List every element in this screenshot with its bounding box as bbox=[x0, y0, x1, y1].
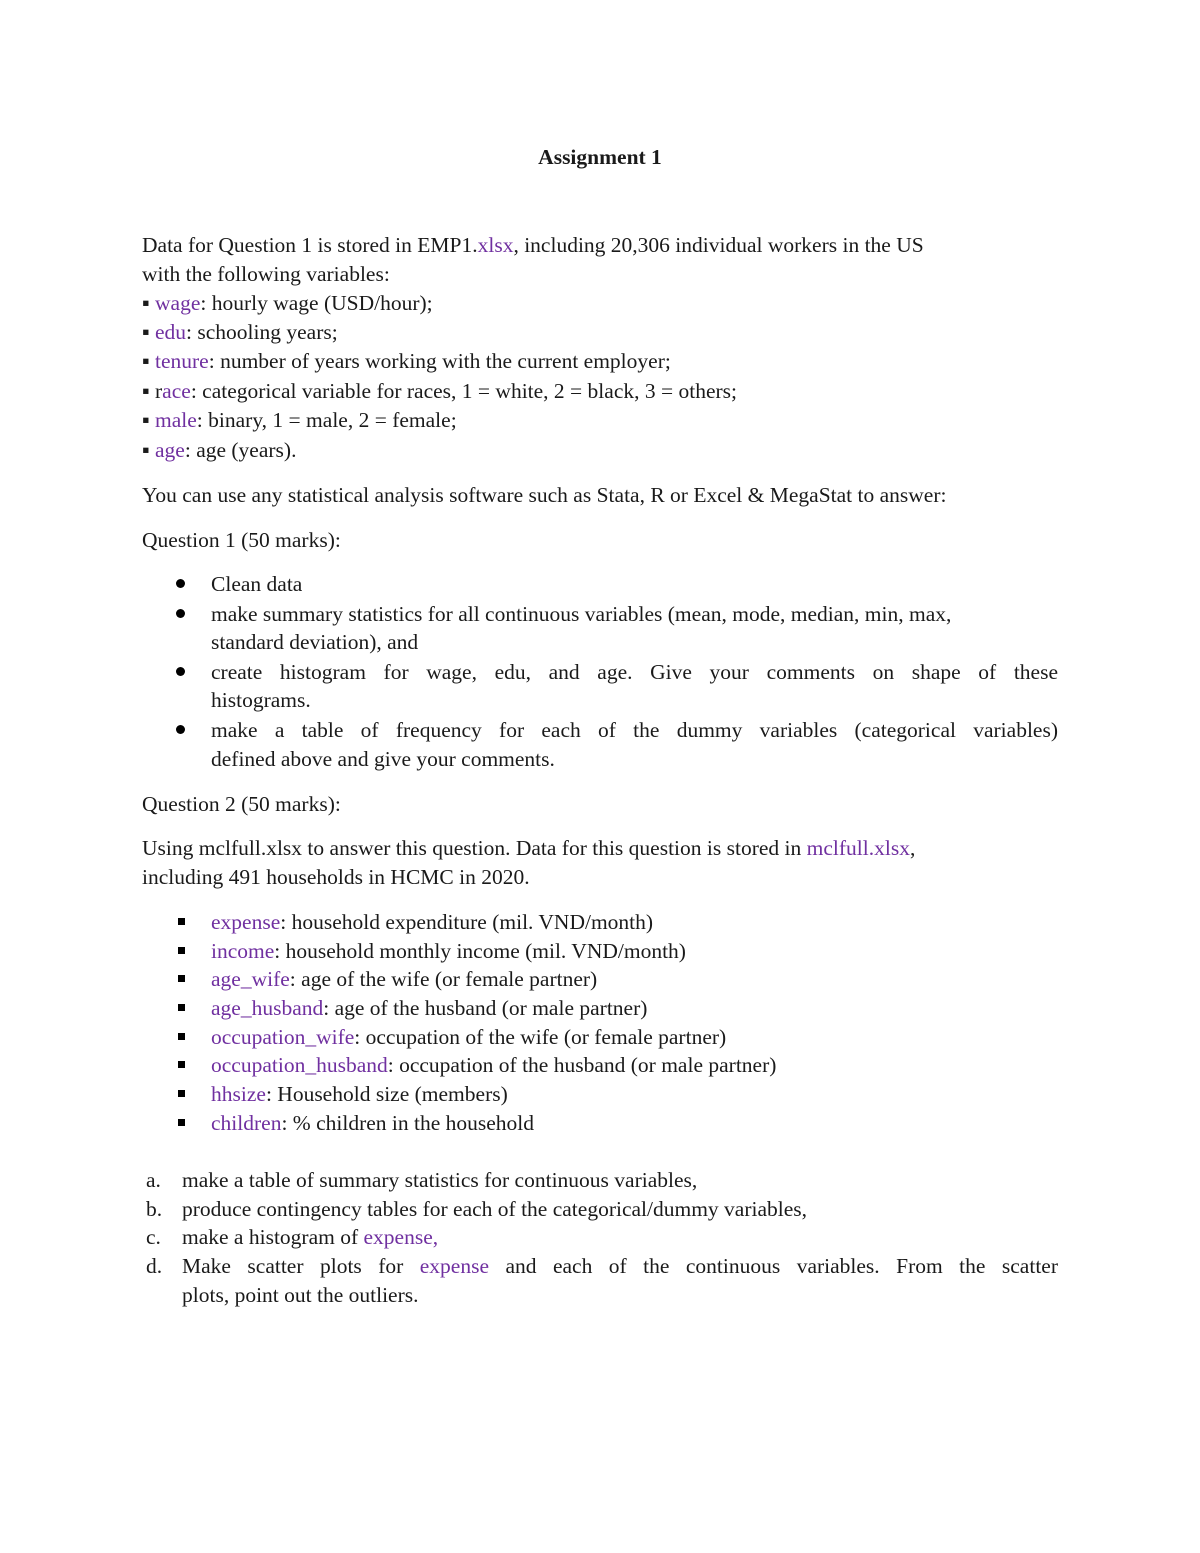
variable-item: ▪ age: age (years). bbox=[142, 438, 297, 462]
list-item-cont: standard deviation), and bbox=[211, 630, 419, 654]
list-item: make a table of frequency for each of the dummy variables (categorical variables) bbox=[211, 718, 1058, 742]
variable-item: age_husband: age of the husband (or male partner) bbox=[211, 996, 648, 1020]
file-extension: xlsx bbox=[477, 233, 514, 257]
list-item-cont: histograms. bbox=[211, 688, 311, 712]
q2-intro-line-2: including 491 households in HCMC in 2020. bbox=[142, 865, 530, 889]
task-letter: d. bbox=[146, 1254, 163, 1278]
task-letter: a. bbox=[146, 1168, 161, 1192]
file-name: mclfull.xlsx bbox=[806, 836, 910, 860]
square-bullet-icon bbox=[178, 1090, 185, 1097]
variable-item: occupation_wife: occupation of the wife (or female partner) bbox=[211, 1025, 727, 1049]
variable-item: occupation_husband: occupation of the husband (or male partner) bbox=[211, 1053, 777, 1077]
variable-item: ▪ tenure: number of years working with the current employer; bbox=[142, 349, 671, 373]
list-item: Clean data bbox=[211, 572, 303, 596]
intro-line-2: with the following variables: bbox=[142, 262, 390, 286]
list-item: create histogram for wage, edu, and age. Give your comments on shape of these bbox=[211, 660, 1058, 684]
q2-intro-line-1: Using mclfull.xlsx to answer this question. Data for this question is stored in mclfull.xlsx, bbox=[142, 836, 916, 860]
variable-item: ▪ wage: hourly wage (USD/hour); bbox=[142, 291, 433, 315]
task-item-cont: plots, point out the outliers. bbox=[182, 1283, 419, 1307]
task-letter: c. bbox=[146, 1225, 161, 1249]
task-letter: b. bbox=[146, 1197, 163, 1221]
bullet-icon bbox=[176, 725, 185, 734]
square-bullet-icon bbox=[178, 1004, 185, 1011]
bullet-icon bbox=[176, 667, 185, 676]
square-bullet-icon bbox=[178, 918, 185, 925]
variable-item: income: household monthly income (mil. VND/month) bbox=[211, 939, 686, 963]
variable-item: expense: household expenditure (mil. VND/month) bbox=[211, 910, 654, 934]
bullet-icon bbox=[176, 579, 185, 588]
variable-item: children: % children in the household bbox=[211, 1111, 535, 1135]
square-bullet-icon bbox=[178, 1119, 185, 1126]
variable-item: ▪ edu: schooling years; bbox=[142, 320, 338, 344]
question-2-heading: Question 2 (50 marks): bbox=[142, 792, 341, 816]
task-item: produce contingency tables for each of the categorical/dummy variables, bbox=[182, 1197, 808, 1221]
square-bullet-icon bbox=[178, 947, 185, 954]
square-bullet-icon bbox=[178, 1061, 185, 1068]
list-item-cont: defined above and give your comments. bbox=[211, 747, 555, 771]
task-item: Make scatter plots for expense and each of the continuous variables. From the scatter bbox=[182, 1254, 1059, 1278]
variable-item: ▪ male: binary, 1 = male, 2 = female; bbox=[142, 408, 457, 432]
variable-item: hhsize: Household size (members) bbox=[211, 1082, 508, 1106]
variable-item: ▪ race: categorical variable for races, 1 = white, 2 = black, 3 = others; bbox=[142, 379, 738, 403]
intro-line-1: Data for Question 1 is stored in EMP1.xlsx, including 20,306 individual workers in the US bbox=[142, 233, 924, 257]
question-1-heading: Question 1 (50 marks): bbox=[142, 528, 341, 552]
list-item: make summary statistics for all continuous variables (mean, mode, median, min, max, bbox=[211, 602, 952, 626]
software-note: You can use any statistical analysis software such as Stata, R or Excel & MegaStat to answer: bbox=[142, 483, 947, 507]
variable-item: age_wife: age of the wife (or female partner) bbox=[211, 967, 598, 991]
task-item: make a table of summary statistics for continuous variables, bbox=[182, 1168, 698, 1192]
square-bullet-icon bbox=[178, 975, 185, 982]
square-bullet-icon bbox=[178, 1033, 185, 1040]
bullet-icon bbox=[176, 609, 185, 618]
task-item: make a histogram of expense, bbox=[182, 1225, 439, 1249]
page-title: Assignment 1 bbox=[538, 145, 662, 169]
